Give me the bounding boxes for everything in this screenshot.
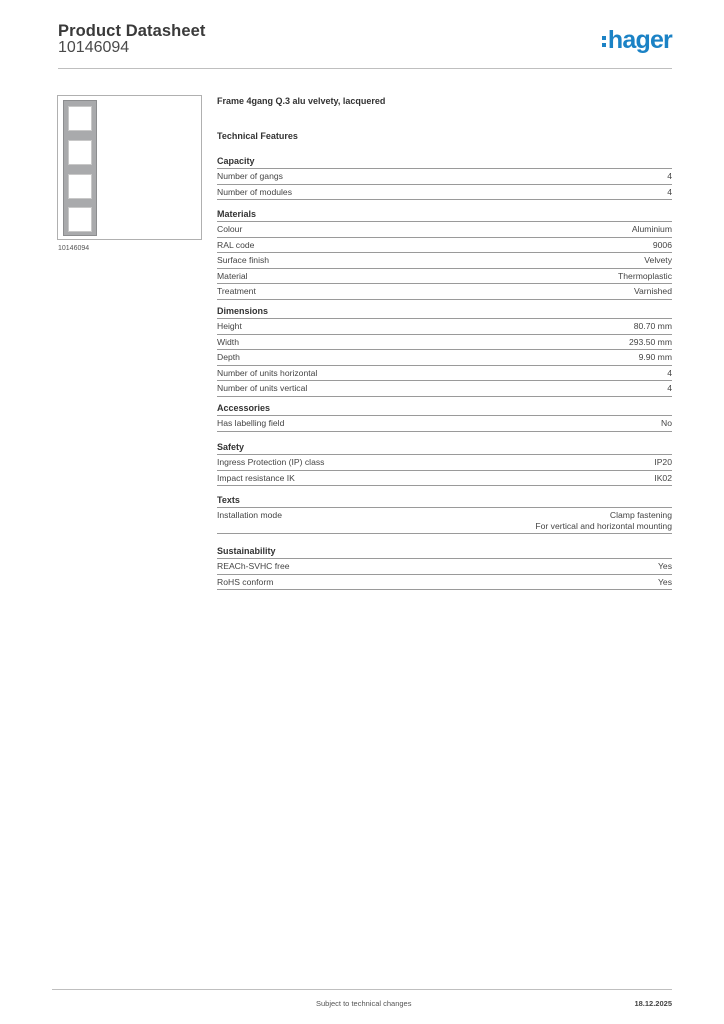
footer-divider — [52, 989, 672, 990]
section-sustainability — [217, 545, 672, 590]
spec-label: Surface finish — [217, 255, 270, 265]
spec-value: 9.90 mm — [638, 352, 672, 362]
frame-opening — [68, 207, 92, 232]
spec-value: IK02 — [654, 472, 672, 483]
spec-row — [217, 185, 672, 201]
footer-date: 18.12.2025 — [634, 999, 672, 1008]
section-title: Capacity — [217, 155, 672, 169]
section-materials — [217, 208, 672, 300]
image-caption: 10146094 — [58, 245, 90, 252]
spec-label: Material — [217, 270, 248, 281]
section-title: Accessories — [217, 402, 672, 416]
spec-value: 4 — [667, 367, 672, 378]
product-image — [57, 95, 202, 240]
frame-opening — [68, 140, 92, 165]
section-title: Dimensions — [217, 305, 672, 319]
spec-label: RAL code — [217, 239, 255, 250]
spec-value: Thermoplastic — [618, 270, 672, 281]
logo-text: hager — [607, 26, 672, 54]
spec-value: IP20 — [654, 457, 672, 467]
section-title: Sustainability — [217, 545, 672, 559]
frame-opening — [68, 174, 92, 199]
spec-label: Number of units horizontal — [217, 367, 318, 378]
spec-label: REACh-SVHC free — [217, 561, 290, 571]
spec-label: Has labelling field — [217, 418, 285, 428]
frame-opening — [68, 106, 92, 131]
spec-value: Yes — [657, 576, 672, 587]
spec-row — [217, 455, 672, 471]
spec-row — [217, 381, 672, 397]
spec-value: 293.50 mm — [629, 336, 672, 347]
product-code: 10146094 — [58, 39, 130, 56]
spec-value: 4 — [667, 171, 672, 181]
spec-value: 4 — [667, 186, 672, 197]
product-name: Frame 4gang Q.3 alu velvety, lacquered — [217, 96, 386, 106]
spec-value: 80.70 mm — [633, 321, 672, 331]
footer-note: Subject to technical changes — [316, 999, 412, 1008]
spec-row — [217, 284, 672, 300]
spec-row — [217, 169, 672, 185]
page-title: Product Datasheet — [58, 22, 206, 40]
spec-value: Velvety — [644, 255, 672, 265]
spec-row — [217, 253, 672, 269]
spec-value — [535, 510, 672, 532]
spec-row — [217, 222, 672, 238]
section-texts — [217, 494, 672, 534]
spec-label: Number of units vertical — [217, 383, 308, 393]
header-divider — [58, 68, 672, 69]
spec-value: Yes — [657, 561, 672, 571]
spec-row — [217, 471, 672, 487]
technical-features-heading: Technical Features — [217, 131, 298, 141]
section-title: Texts — [217, 494, 672, 508]
spec-row — [217, 319, 672, 335]
section-safety — [217, 441, 672, 486]
spec-row — [217, 508, 672, 534]
spec-row — [217, 335, 672, 351]
logo-dots-icon — [602, 33, 606, 50]
spec-label: Depth — [217, 352, 240, 362]
spec-label: Height — [217, 321, 242, 331]
spec-row — [217, 416, 672, 432]
section-title: Safety — [217, 441, 672, 455]
spec-label: Installation mode — [217, 510, 282, 520]
spec-value: 4 — [667, 383, 672, 393]
hager-logo — [602, 28, 672, 53]
frame-illustration — [63, 100, 97, 236]
spec-value: Aluminium — [631, 224, 672, 234]
section-capacity — [217, 155, 672, 200]
spec-row — [217, 269, 672, 285]
spec-row — [217, 366, 672, 382]
section-accessories — [217, 402, 672, 432]
spec-label: RoHS conform — [217, 576, 274, 587]
spec-label: Colour — [217, 224, 243, 234]
section-dimensions — [217, 305, 672, 397]
spec-label: Ingress Protection (IP) class — [217, 457, 325, 467]
spec-value: Varnished — [633, 286, 672, 296]
spec-label: Number of modules — [217, 186, 292, 197]
spec-row — [217, 350, 672, 366]
section-title: Materials — [217, 208, 672, 222]
spec-label: Number of gangs — [217, 171, 283, 181]
spec-value-line: For vertical and horizontal mounting — [535, 521, 672, 531]
spec-value: 9006 — [652, 239, 672, 250]
spec-row — [217, 575, 672, 591]
spec-label: Treatment — [217, 286, 256, 296]
spec-row — [217, 559, 672, 575]
spec-value: No — [661, 418, 672, 428]
spec-value-line: Clamp fastening — [609, 510, 672, 520]
spec-label: Impact resistance IK — [217, 472, 295, 483]
spec-label: Width — [217, 336, 239, 347]
spec-row — [217, 238, 672, 254]
